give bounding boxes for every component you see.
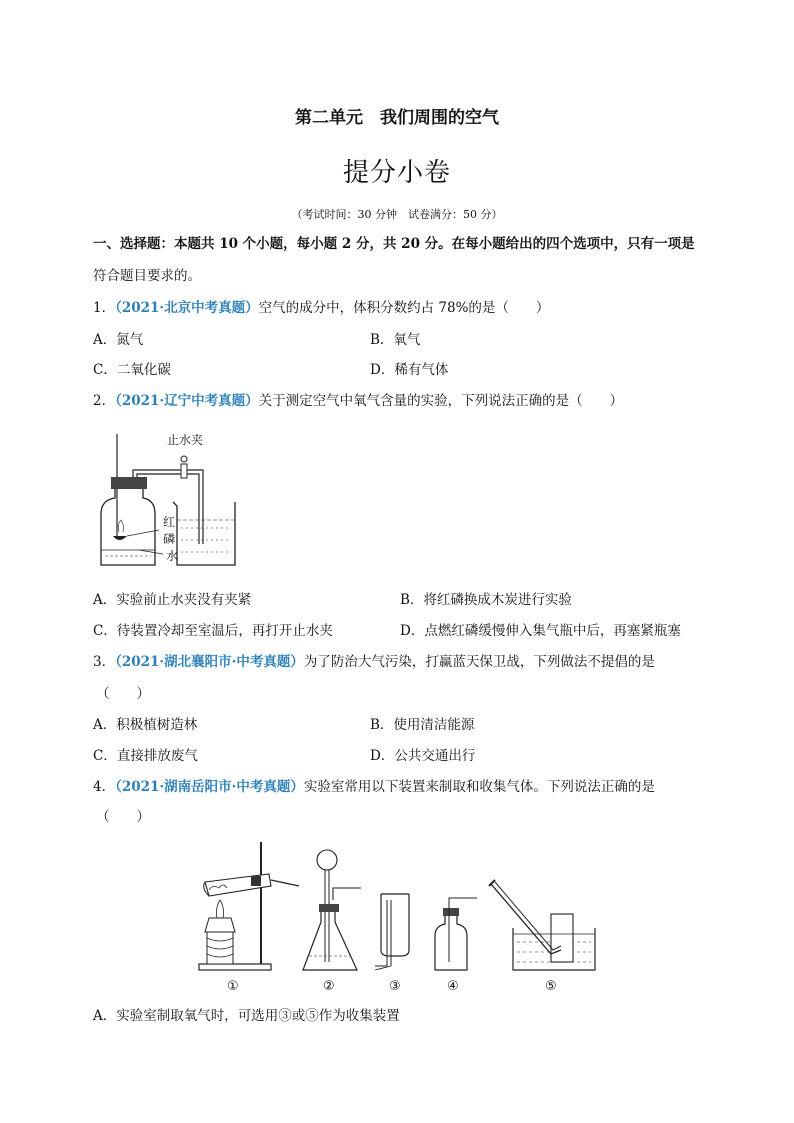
apparatus-3-collect <box>375 894 409 970</box>
phosphorus-label-2: 磷 <box>163 532 176 546</box>
beaker <box>173 502 235 565</box>
option-a: A．实验前止水夹没有夹紧 <box>93 592 252 608</box>
option-a: A．实验室制取氧气时，可选用③或⑤作为收集装置 <box>93 1008 400 1024</box>
option-c: C．待装置冷却至室温后，再打开止水夹 <box>93 623 333 639</box>
clamp-label: 止水夹 <box>167 433 204 447</box>
option-d: D．点燃红磷缓慢伸入集气瓶中后，再塞紧瓶塞 <box>400 623 681 639</box>
clamp <box>181 464 187 478</box>
apparatus-4-collect <box>435 898 477 970</box>
apparatus-label-1: ① <box>227 979 239 994</box>
apparatus-label-5: ⑤ <box>545 979 557 994</box>
paper-title: 提分小卷 <box>342 158 451 188</box>
question-stem: 实验室常用以下装置来制取和收集气体。下列说法正确的是 <box>303 779 655 795</box>
apparatus-label-2: ② <box>323 979 335 994</box>
question-source: （2021·辽宁中考真题） <box>115 393 259 409</box>
question-number: 4． <box>93 779 116 795</box>
question-stem: 空气的成分中，体积分数约占 78%的是（ ） <box>258 300 550 316</box>
question-stem: 关于测定空气中氧气含量的实验，下列说法正确的是（ ） <box>258 393 624 409</box>
question-stem: 为了防治大气污染，打赢蓝天保卫战，下列做法不提倡的是 <box>303 654 655 670</box>
option-c: C．二氧化碳 <box>93 362 171 378</box>
option-d: D．公共交通出行 <box>370 748 476 764</box>
option-d: D．稀有气体 <box>370 362 449 378</box>
apparatus-label-3: ③ <box>389 979 401 994</box>
question-number: 2． <box>93 393 116 409</box>
section-instruction-cont: 符合题目要求的。 <box>93 268 201 284</box>
apparatus-2-flask <box>303 850 361 970</box>
gas-apparatus-figure <box>195 838 605 994</box>
unit-title: 第二单元 我们周围的空气 <box>295 108 499 128</box>
option-c: C．直接排放废气 <box>93 748 198 764</box>
question-4 <box>93 778 655 796</box>
apparatus-5-trough <box>489 880 595 970</box>
water-label: 水 <box>166 549 179 563</box>
phosphorus-label-1: 红 <box>163 515 176 529</box>
question-2 <box>93 392 623 410</box>
combustion-spoon <box>113 536 127 540</box>
apparatus-1-heating <box>199 842 299 970</box>
question-number: 1． <box>93 300 116 316</box>
bottle-stopper <box>111 477 147 489</box>
option-a: A．积极植树造林 <box>93 717 198 733</box>
question-1 <box>93 299 549 317</box>
option-b: B．使用清洁能源 <box>370 717 475 733</box>
answer-blank: （ ） <box>96 809 150 825</box>
question-3 <box>93 653 655 671</box>
gas-bottle <box>101 489 155 565</box>
option-a: A．氮气 <box>93 332 144 348</box>
question-source: （2021·湖南岳阳市·中考真题） <box>115 779 304 795</box>
apparatus-label-4: ④ <box>447 979 459 994</box>
option-b: B．氧气 <box>370 332 421 348</box>
option-b: B．将红磷换成木炭进行实验 <box>400 592 572 608</box>
section-instruction: 一、选择题：本题共 10 个小题，每小题 2 分，共 20 分。在每小题给出的四个选项中，只有一项是 <box>93 236 695 252</box>
question-number: 3． <box>93 654 116 670</box>
exam-info: （考试时间：30 分钟 试卷满分：50 分） <box>291 208 503 221</box>
question-source: （2021·湖北襄阳市·中考真题） <box>115 654 304 670</box>
answer-blank: （ ） <box>96 686 150 702</box>
question-source: （2021·北京中考真题） <box>115 300 259 316</box>
